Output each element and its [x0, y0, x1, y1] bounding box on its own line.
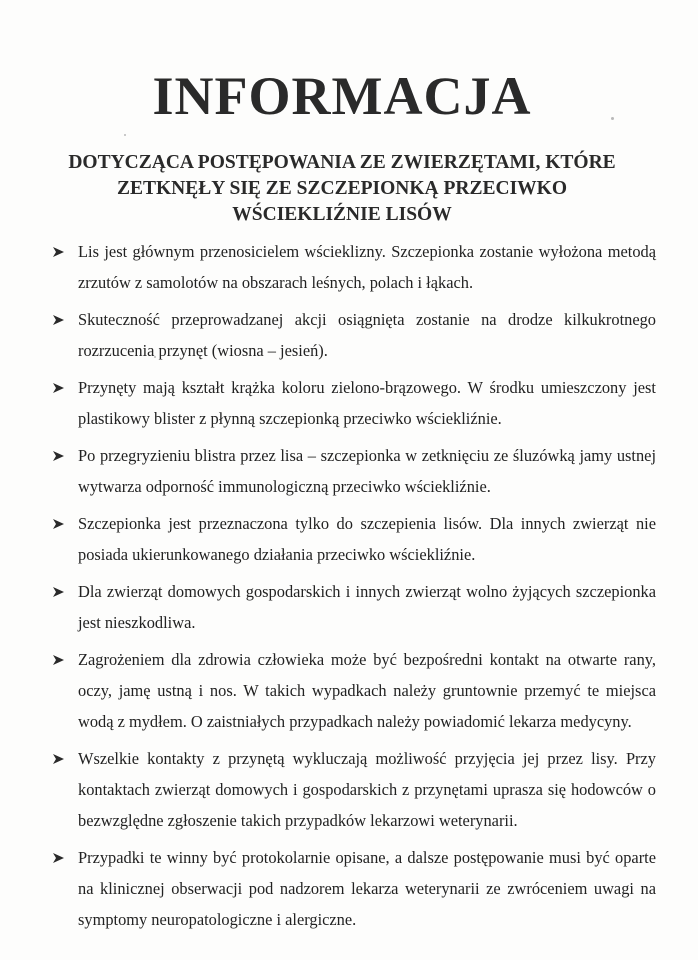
arrowhead-bullet-icon	[52, 752, 66, 766]
subtitle-line: ZETKNĘŁY SIĘ ZE SZCZEPIONKĄ PRZECIWKO	[116, 178, 568, 199]
arrowhead-bullet-icon	[52, 313, 66, 327]
list-item	[52, 236, 656, 298]
arrowhead-bullet-icon	[52, 585, 66, 599]
arrowhead-bullet-icon	[52, 381, 66, 395]
list-item-text: Zagrożeniem dla zdrowia człowieka może być bezpośredni kontakt na otwarte rany, oczy, jamę ustną i nos. W takich wypadkach należy gruntownie przemyć te miejsca wodą z mydłem. O zaistniałych przypadkach należy powiadomić lekarza medycyny.	[78, 650, 656, 731]
page-title: INFORMACJA	[152, 66, 532, 126]
arrowhead-bullet-icon	[52, 517, 66, 531]
arrowhead-bullet-icon	[52, 653, 66, 667]
list-item-text: Przynęty mają kształt krążka koloru zielono-brązowego. W środku umieszczony jest plastikowy blister z płynną szczepionką przeciwko wściekliźnie.	[78, 378, 656, 428]
subtitle-line: WŚCIEKLIŹNIE LISÓW	[232, 204, 452, 225]
list-item-text: Po przegryzieniu blistra przez lisa – szczepionka w zetknięciu ze śluzówką jamy ustnej wytwarza odporność immunologiczną przeciwko wściekliźnie.	[78, 446, 656, 496]
scan-speck	[124, 134, 126, 136]
subtitle-line: DOTYCZĄCA POSTĘPOWANIA ZE ZWIERZĘTAMI, KTÓRE	[68, 152, 616, 173]
list-item-text: Dla zwierząt domowych gospodarskich i innych zwierząt wolno żyjących szczepionka jest nieszkodliwa.	[78, 582, 656, 632]
list-item-text: Skuteczność przeprowadzanej akcji osiągnięta zostanie na drodze kilkukrotnego rozrzucenia przynęt (wiosna – jesień).	[78, 310, 656, 360]
list-item	[52, 644, 656, 737]
list-item	[52, 743, 656, 836]
list-item	[52, 842, 656, 935]
list-item	[52, 372, 656, 434]
arrowhead-bullet-icon	[52, 449, 66, 463]
information-list	[52, 236, 656, 941]
arrowhead-bullet-icon	[52, 851, 66, 865]
list-item-text: Przypadki te winny być protokolarnie opisane, a dalsze postępowanie musi być oparte na klinicznej obserwacji pod nadzorem lekarza weterynarii ze zwróceniem uwagi na symptomy neuropatologiczne i alergiczne.	[78, 848, 656, 929]
page-subtitle	[40, 150, 644, 228]
list-item	[52, 508, 656, 570]
arrowhead-bullet-icon	[52, 245, 66, 259]
list-item	[52, 576, 656, 638]
list-item	[52, 304, 656, 366]
list-item-text: Lis jest głównym przenosicielem wścieklizny. Szczepionka zostanie wyłożona metodą zrzutów z samolotów na obszarach leśnych, polach i łąkach.	[78, 242, 656, 292]
list-item-text: Wszelkie kontakty z przynętą wykluczają możliwość przyjęcia jej przez lisy. Przy kontaktach zwierząt domowych i gospodarskich z przynętami uprasza się hodowców o bezwzględne zgłoszenie takich przypadków lekarzowi weterynarii.	[78, 749, 656, 830]
list-item	[52, 440, 656, 502]
list-item-text: Szczepionka jest przeznaczona tylko do szczepienia lisów. Dla innych zwierząt nie posiada ukierunkowanego działania przeciwko wściekliźnie.	[78, 514, 656, 564]
